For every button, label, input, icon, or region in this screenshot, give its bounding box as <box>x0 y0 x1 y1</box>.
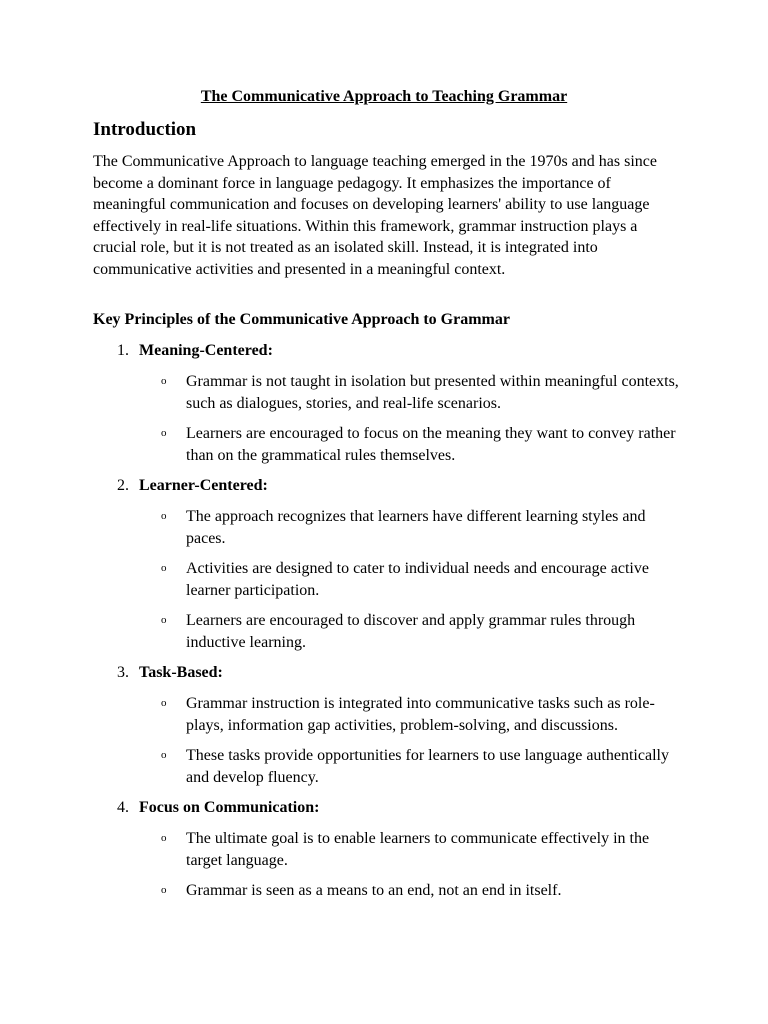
principle-number: 2. <box>117 477 129 494</box>
principle-title: Task-Based: <box>139 664 223 681</box>
hollow-bullet-icon: o <box>161 427 167 439</box>
principles-heading: Key Principles of the Communicative Approach to Grammar <box>93 311 510 328</box>
principle-title: Learner-Centered: <box>139 477 268 494</box>
document-title: The Communicative Approach to Teaching Grammar <box>200 88 568 105</box>
bullet-item <box>0 693 768 736</box>
bullet-text: The ultimate goal is to enable learners to communicate effectively in the target language. <box>186 830 650 869</box>
bullet-text: Grammar is seen as a means to an end, not an end in itself. <box>186 882 562 899</box>
principle-header <box>0 797 768 819</box>
bullet-item <box>0 423 768 466</box>
bullet-text: The approach recognizes that learners have different learning styles and paces. <box>186 508 646 547</box>
bullet-item <box>0 371 768 414</box>
principle-item <box>0 340 768 466</box>
bullet-text: Grammar is not taught in isolation but presented within meaningful contexts, such as dialogues, stories, and real-life scenarios. <box>186 373 679 412</box>
principle-number: 3. <box>117 664 129 681</box>
bullet-item <box>0 558 768 601</box>
bullet-text: These tasks provide opportunities for learners to use language authentically and develop fluency. <box>186 747 669 786</box>
bullet-text: Activities are designed to cater to individual needs and encourage active learner participation. <box>186 560 649 599</box>
hollow-bullet-icon: o <box>161 614 167 626</box>
hollow-bullet-icon: o <box>161 375 167 387</box>
hollow-bullet-icon: o <box>161 832 167 844</box>
hollow-bullet-icon: o <box>161 510 167 522</box>
principles-list <box>0 340 768 911</box>
principle-header <box>0 475 768 497</box>
bullet-text: Learners are encouraged to discover and apply grammar rules through inductive learning. <box>186 612 636 651</box>
principle-number: 1. <box>117 342 129 359</box>
bullet-text: Learners are encouraged to focus on the meaning they want to convey rather than on the grammatical rules themselves. <box>186 425 676 464</box>
principle-number: 4. <box>117 799 129 816</box>
principle-item <box>0 797 768 902</box>
bullet-item <box>0 610 768 653</box>
bullet-text: Grammar instruction is integrated into communicative tasks such as role-plays, information gap activities, problem-solving, and discussions. <box>186 695 655 734</box>
principle-item <box>0 662 768 788</box>
introduction-paragraph: The Communicative Approach to language teaching emerged in the 1970s and has since become a dominant force in language pedagogy. It emphasizes the importance of meaningful communication and focuses on developing learners' ability to use language effectively in real-life situations. Within this framework, grammar instruction plays a crucial role, but it is not treated as an isolated skill. Instead, it is integrated into communicative activities and presented in a meaningful context. <box>93 153 657 278</box>
bullet-item <box>0 880 768 902</box>
bullet-item <box>0 506 768 549</box>
hollow-bullet-icon: o <box>161 562 167 574</box>
principle-item <box>0 475 768 653</box>
hollow-bullet-icon: o <box>161 884 167 896</box>
principle-header <box>0 340 768 362</box>
bullet-item <box>0 745 768 788</box>
bullet-item <box>0 828 768 871</box>
principle-header <box>0 662 768 684</box>
principle-title: Meaning-Centered: <box>139 342 273 359</box>
hollow-bullet-icon: o <box>161 749 167 761</box>
hollow-bullet-icon: o <box>161 697 167 709</box>
principle-title: Focus on Communication: <box>139 799 320 816</box>
introduction-heading: Introduction <box>93 119 197 140</box>
